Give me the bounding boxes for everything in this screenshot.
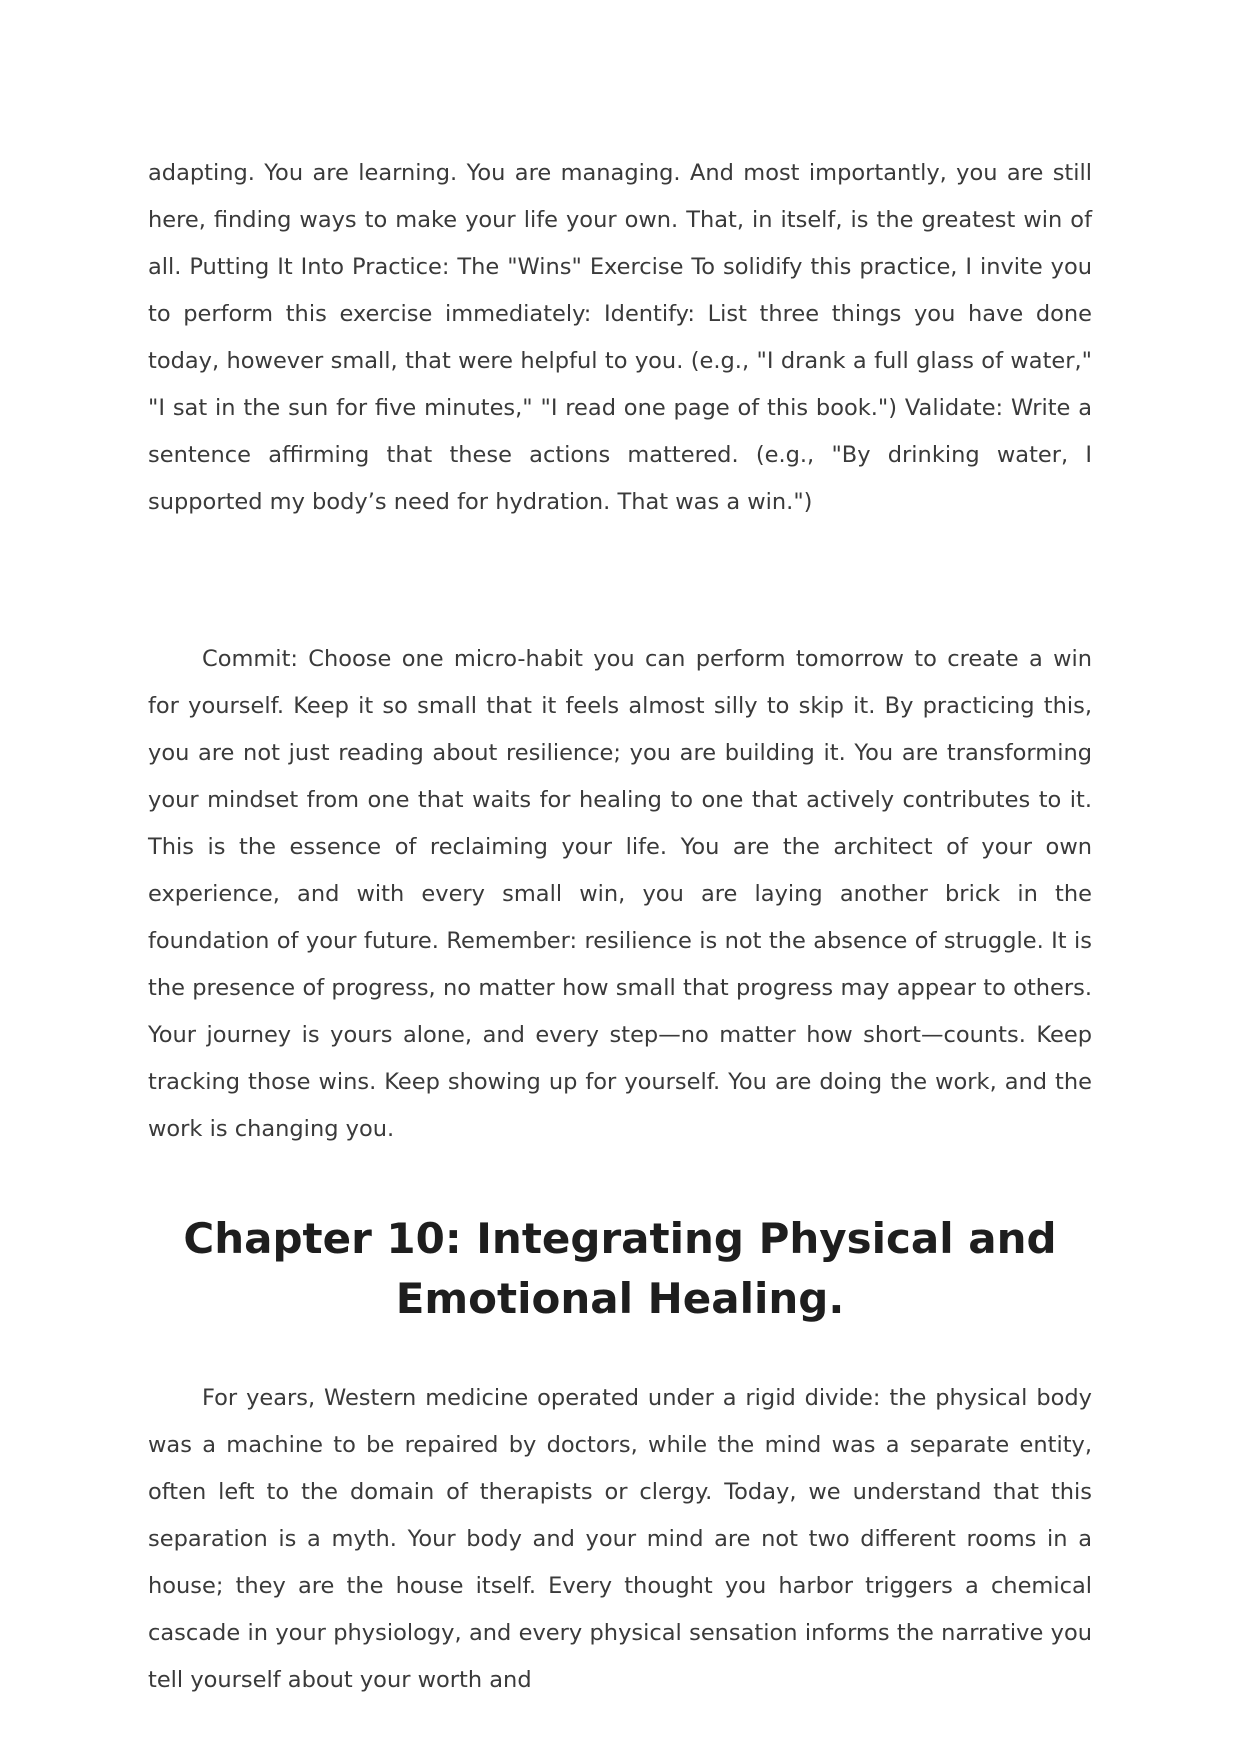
body-paragraph: adapting. You are learning. You are managing. And most importantly, you are still here, finding ways to make your life your own. That, in itself, is the greatest win of all. Putting It Into Practice: The "Wins" Exercise To solidify this practice, I invite you to perform this exercise immediately: Identify: List three things you have done today, however small, that were helpful to you. (e.g., "I drank a full glass of water," "I sat in the sun for five minutes," "I read one page of this book.") Validate: Write a sentence affirming that these actions mattered. (e.g., "By drinking water, I supported my body’s need for hydration. That was a win.")	[148, 160, 1092, 515]
body-paragraph: Commit: Choose one micro-habit you can perform tomorrow to create a win for yourself. Keep it so small that it feels almost silly to skip it. By practicing this, you are not just reading about resilience; you are building it. You are transforming your mindset from one that waits for healing to one that actively contributes to it. This is the essence of reclaiming your life. You are the architect of your own experience, and with every small win, you are laying another brick in the foundation of your future. Remember: resilience is not the absence of struggle. It is the presence of progress, no matter how small that progress may appear to others. Your journey is yours alone, and every step—no matter how short—counts. Keep tracking those wins. Keep showing up for yourself. You are doing the work, and the work is changing you.	[148, 646, 1092, 1142]
chapter-title: Chapter 10: Integrating Physical and Emotional Healing.	[183, 1214, 1057, 1323]
body-paragraph: For years, Western medicine operated under a rigid divide: the physical body was a machine to be repaired by doctors, while the mind was a separate entity, often left to the domain of therapists or clergy. Today, we understand that this separation is a myth. Your body and your mind are not two different rooms in a house; they are the house itself. Every thought you harbor triggers a chemical cascade in your physiology, and every physical sensation informs the narrative you tell yourself about your worth and	[148, 1385, 1092, 1693]
document-page	[148, 150, 1092, 1704]
